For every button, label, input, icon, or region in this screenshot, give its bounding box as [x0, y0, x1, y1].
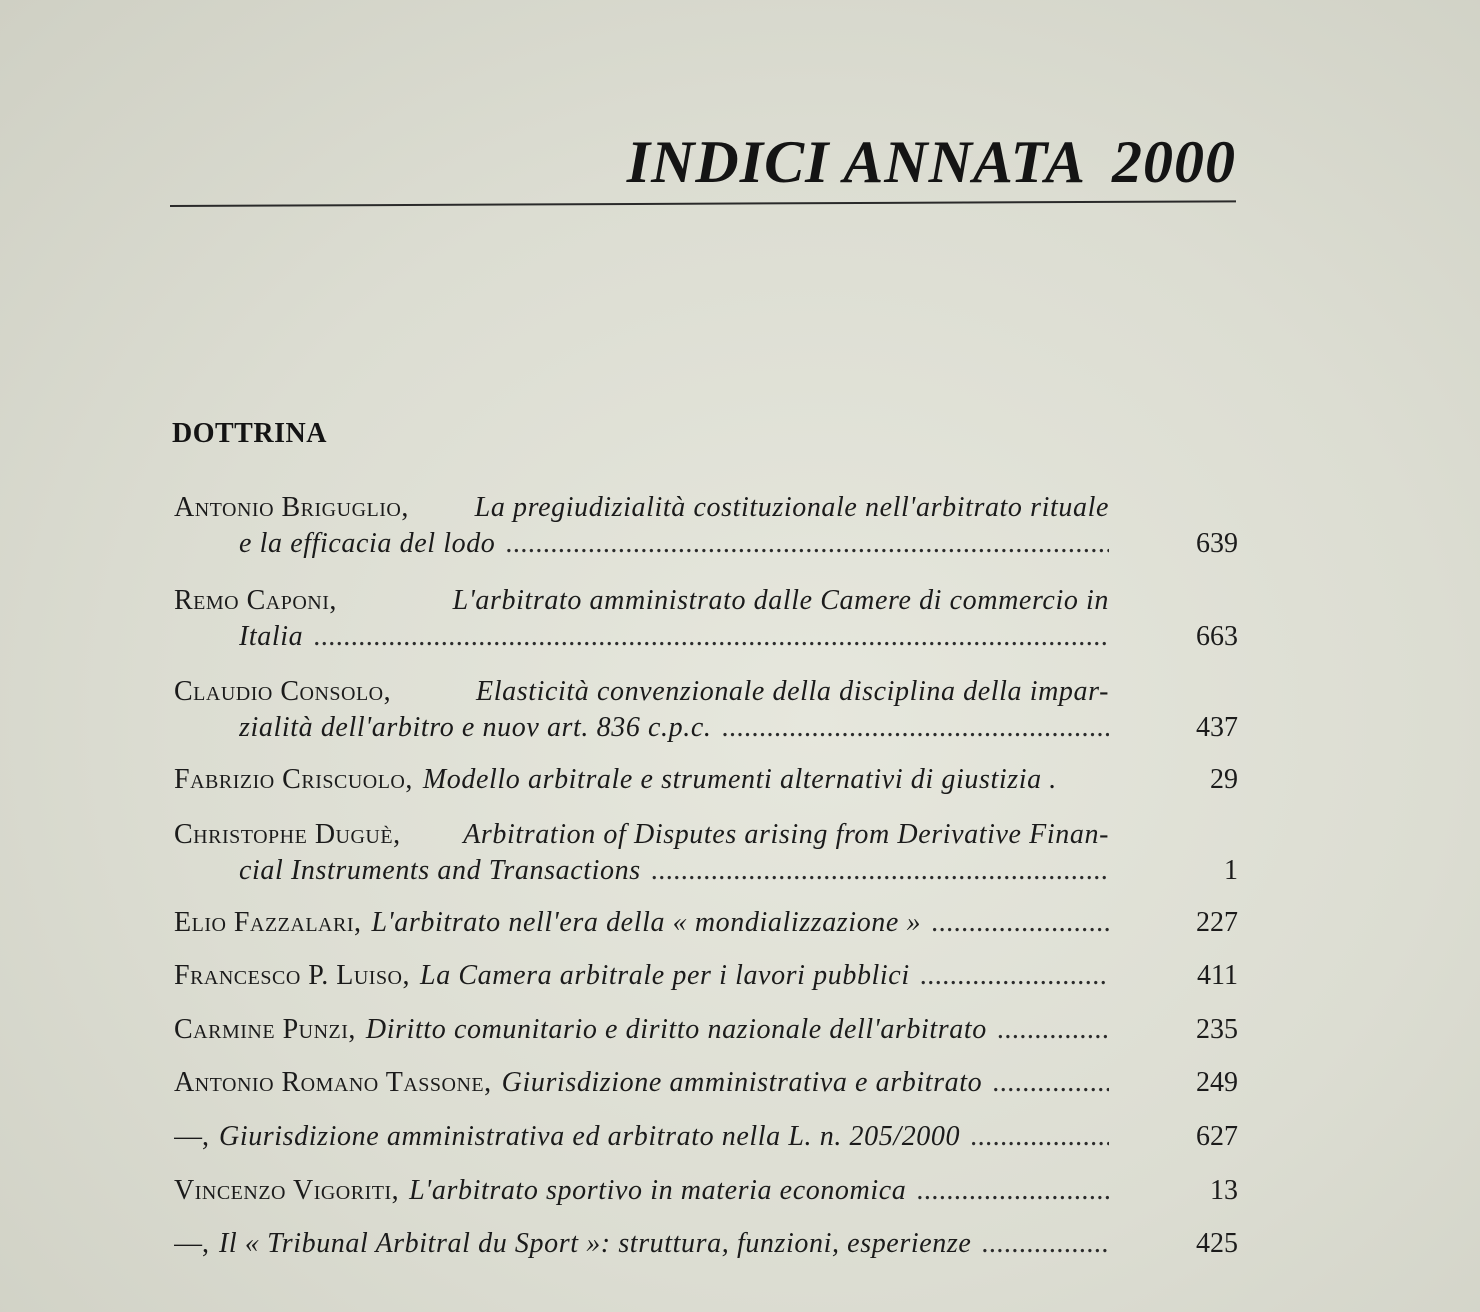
entry-title: Diritto comunitario e diritto nazionale dell'arbitrato — [365, 1014, 987, 1045]
entry-title: L'arbitrato sportivo in materia economica — [409, 1175, 907, 1206]
entry-page: 663 — [1196, 621, 1238, 652]
entry-title: Elasticità convenzionale della disciplina della impar- — [476, 676, 1109, 707]
index-entry — [174, 958, 1238, 994]
index-entry — [174, 1119, 1238, 1155]
entry-page: 13 — [1210, 1175, 1238, 1206]
leader-dots — [651, 853, 1109, 889]
entry-title: L'arbitrato nell'era della « mondializzazione » — [371, 907, 922, 938]
page-title-year: 2000 — [1112, 129, 1236, 195]
entry-page: 425 — [1196, 1228, 1238, 1259]
entry-page: 437 — [1196, 712, 1238, 743]
index-entry — [174, 817, 1238, 889]
entry-line-2 — [174, 710, 1238, 746]
entry-line-2 — [174, 619, 1238, 655]
index-entry — [174, 1173, 1238, 1209]
entry-title: La Camera arbitrale per i lavori pubblici — [420, 960, 910, 991]
index-entry — [174, 490, 1238, 562]
index-entry — [174, 1226, 1238, 1262]
page-title-text: INDICI ANNATA — [626, 129, 1086, 195]
entry-title: La pregiudizialità costituzionale nell'arbitrato rituale — [474, 492, 1109, 523]
leader-dots — [722, 710, 1110, 746]
entry-author: Claudio Consolo, — [174, 676, 392, 707]
entry-line-1 — [174, 1119, 1238, 1155]
entry-page: 235 — [1196, 1014, 1238, 1045]
entry-title: Il « Tribunal Arbitral du Sport »: struttura, funzioni, esperienze — [219, 1228, 972, 1259]
entry-line-1 — [174, 1173, 1238, 1209]
entry-page: 627 — [1196, 1121, 1238, 1152]
entry-title-continued: Italia — [239, 621, 304, 652]
index-entry — [174, 1065, 1238, 1101]
page-title — [627, 128, 1236, 197]
entry-line-1 — [174, 817, 1238, 853]
entry-title-continued: zialità dell'arbitro e nuov art. 836 c.p.c. — [239, 712, 712, 743]
entry-line-2 — [174, 853, 1238, 889]
entry-author: —, — [174, 1121, 209, 1152]
leader-dots — [920, 958, 1109, 994]
entry-title: Giurisdizione amministrativa e arbitrato — [501, 1067, 983, 1098]
leader-dots — [992, 1065, 1109, 1101]
index-entry — [174, 762, 1238, 798]
entry-line-1 — [174, 1065, 1238, 1101]
entry-line-1 — [174, 905, 1238, 941]
entry-page: 411 — [1197, 960, 1238, 991]
entry-line-1 — [174, 583, 1238, 619]
entry-line-1 — [174, 762, 1238, 798]
entry-line-1 — [174, 958, 1238, 994]
entry-title: Giurisdizione amministrativa ed arbitrato nella L. n. 205/2000 — [219, 1121, 961, 1152]
leader-dots — [981, 1226, 1109, 1262]
entry-page: 29 — [1210, 764, 1238, 795]
entry-title-continued: e la efficacia del lodo — [239, 528, 496, 559]
index-entry — [174, 905, 1238, 941]
entry-line-2 — [174, 526, 1238, 562]
leader-dots — [931, 905, 1109, 941]
entry-title: Arbitration of Disputes arising from Derivative Finan- — [463, 819, 1109, 850]
entry-line-1 — [174, 490, 1238, 526]
entry-page: 227 — [1196, 907, 1238, 938]
entry-author: Christophe Duguè, — [174, 819, 401, 850]
entry-page: 1 — [1224, 855, 1238, 886]
entry-author: Fabrizio Criscuolo, — [174, 764, 413, 795]
entry-title: L'arbitrato amministrato dalle Camere di commercio in — [452, 585, 1109, 616]
entry-title: Modello arbitrale e strumenti alternativi di giustizia . — [422, 764, 1057, 795]
index-entry — [174, 674, 1238, 746]
leader-dots — [916, 1173, 1109, 1209]
leader-dots — [997, 1012, 1109, 1048]
entry-author: Antonio Briguglio, — [174, 492, 409, 523]
entry-author: Carmine Punzi, — [174, 1014, 356, 1045]
index-entry — [174, 583, 1238, 655]
entry-page: 639 — [1196, 528, 1238, 559]
entry-author: Elio Fazzalari, — [174, 907, 362, 938]
entry-author: Francesco P. Luiso, — [174, 960, 411, 991]
entry-page: 249 — [1196, 1067, 1238, 1098]
entry-line-1 — [174, 1012, 1238, 1048]
entry-author: Remo Caponi, — [174, 585, 337, 616]
leader-dots — [505, 526, 1109, 562]
entry-author: —, — [174, 1228, 209, 1259]
leader-dots — [970, 1119, 1109, 1155]
index-entry — [174, 1012, 1238, 1048]
entry-author: Vincenzo Vigoriti, — [174, 1175, 400, 1206]
section-heading: DOTTRINA — [172, 418, 327, 449]
title-rule — [170, 200, 1236, 207]
leader-dots — [313, 619, 1109, 655]
entry-author: Antonio Romano Tassone, — [174, 1067, 492, 1098]
entry-line-1 — [174, 674, 1238, 710]
entry-line-1 — [174, 1226, 1238, 1262]
entry-title-continued: cial Instruments and Transactions — [239, 855, 641, 886]
